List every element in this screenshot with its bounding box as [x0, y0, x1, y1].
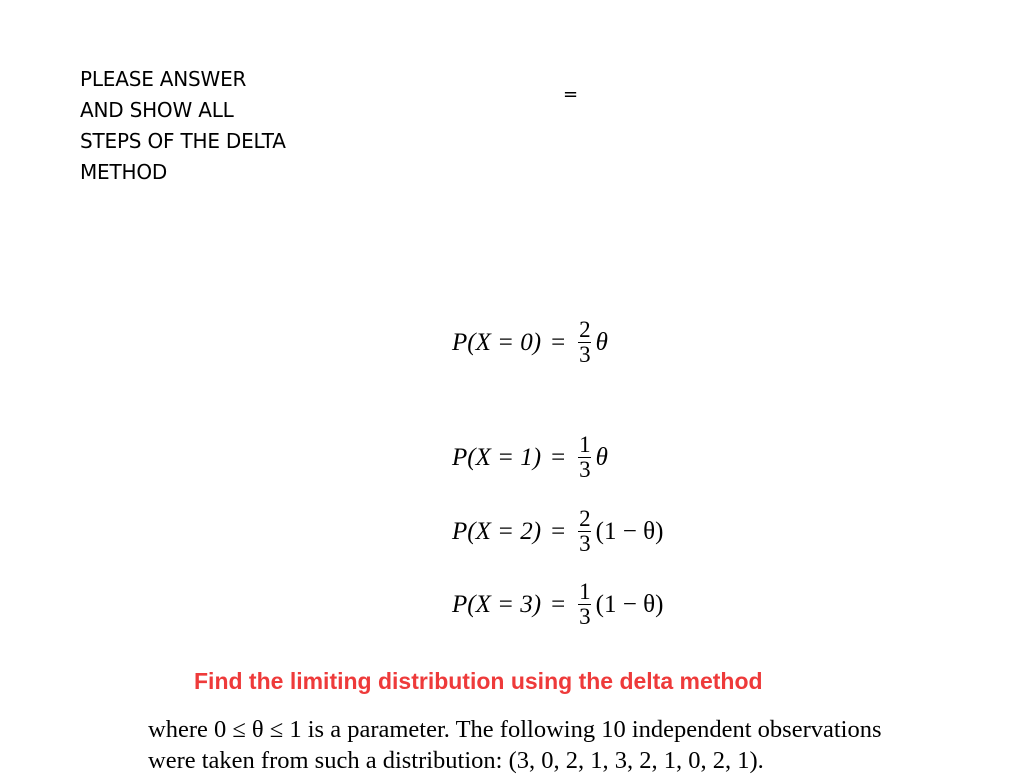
pmf-lhs: P(X = 2) [452, 517, 542, 545]
pmf-lhs: P(X = 0) [452, 328, 542, 356]
equals-sign: = [551, 517, 566, 545]
task-heading: Find the limiting distribution using the delta method [194, 668, 763, 694]
instructions-note [80, 64, 340, 188]
numerator: 2 [579, 506, 591, 531]
pmf-factor: (1 − θ) [595, 517, 664, 545]
instruction-line: STEPS OF THE DELTA [80, 129, 286, 153]
pmf-factor: θ [595, 443, 608, 471]
equals-sign: = [551, 328, 566, 356]
pmf-row-0 [452, 318, 608, 367]
fraction [577, 318, 593, 367]
numerator: 2 [579, 317, 591, 342]
instruction-line: PLEASE ANSWER [80, 67, 247, 91]
pmf-lhs: P(X = 3) [452, 590, 542, 618]
numerator: 1 [579, 432, 591, 457]
problem-statement [148, 714, 1008, 776]
pmf-factor: θ [595, 328, 608, 356]
denominator: 3 [579, 531, 591, 556]
problem-line: were taken from such a distribution: (3, 0, 2, 1, 3, 2, 1, 0, 2, 1). [148, 747, 764, 774]
pmf-factor: (1 − θ) [595, 590, 664, 618]
equals-sign: = [551, 590, 566, 618]
problem-line: where 0 ≤ θ ≤ 1 is a parameter. The following 10 independent observations [148, 716, 882, 743]
instruction-line: AND SHOW ALL [80, 98, 234, 122]
fraction [577, 507, 593, 556]
denominator: 3 [579, 342, 591, 367]
equals-sign: = [551, 443, 566, 471]
stray-equals-sign: = [563, 84, 579, 105]
instruction-line: METHOD [80, 160, 168, 184]
numerator: 1 [579, 579, 591, 604]
denominator: 3 [579, 604, 591, 629]
pmf-row-3 [452, 580, 663, 629]
denominator: 3 [579, 457, 591, 482]
fraction [577, 433, 593, 482]
pmf-row-2 [452, 507, 663, 556]
fraction [577, 580, 593, 629]
pmf-row-1 [452, 433, 608, 482]
pmf-lhs: P(X = 1) [452, 443, 542, 471]
